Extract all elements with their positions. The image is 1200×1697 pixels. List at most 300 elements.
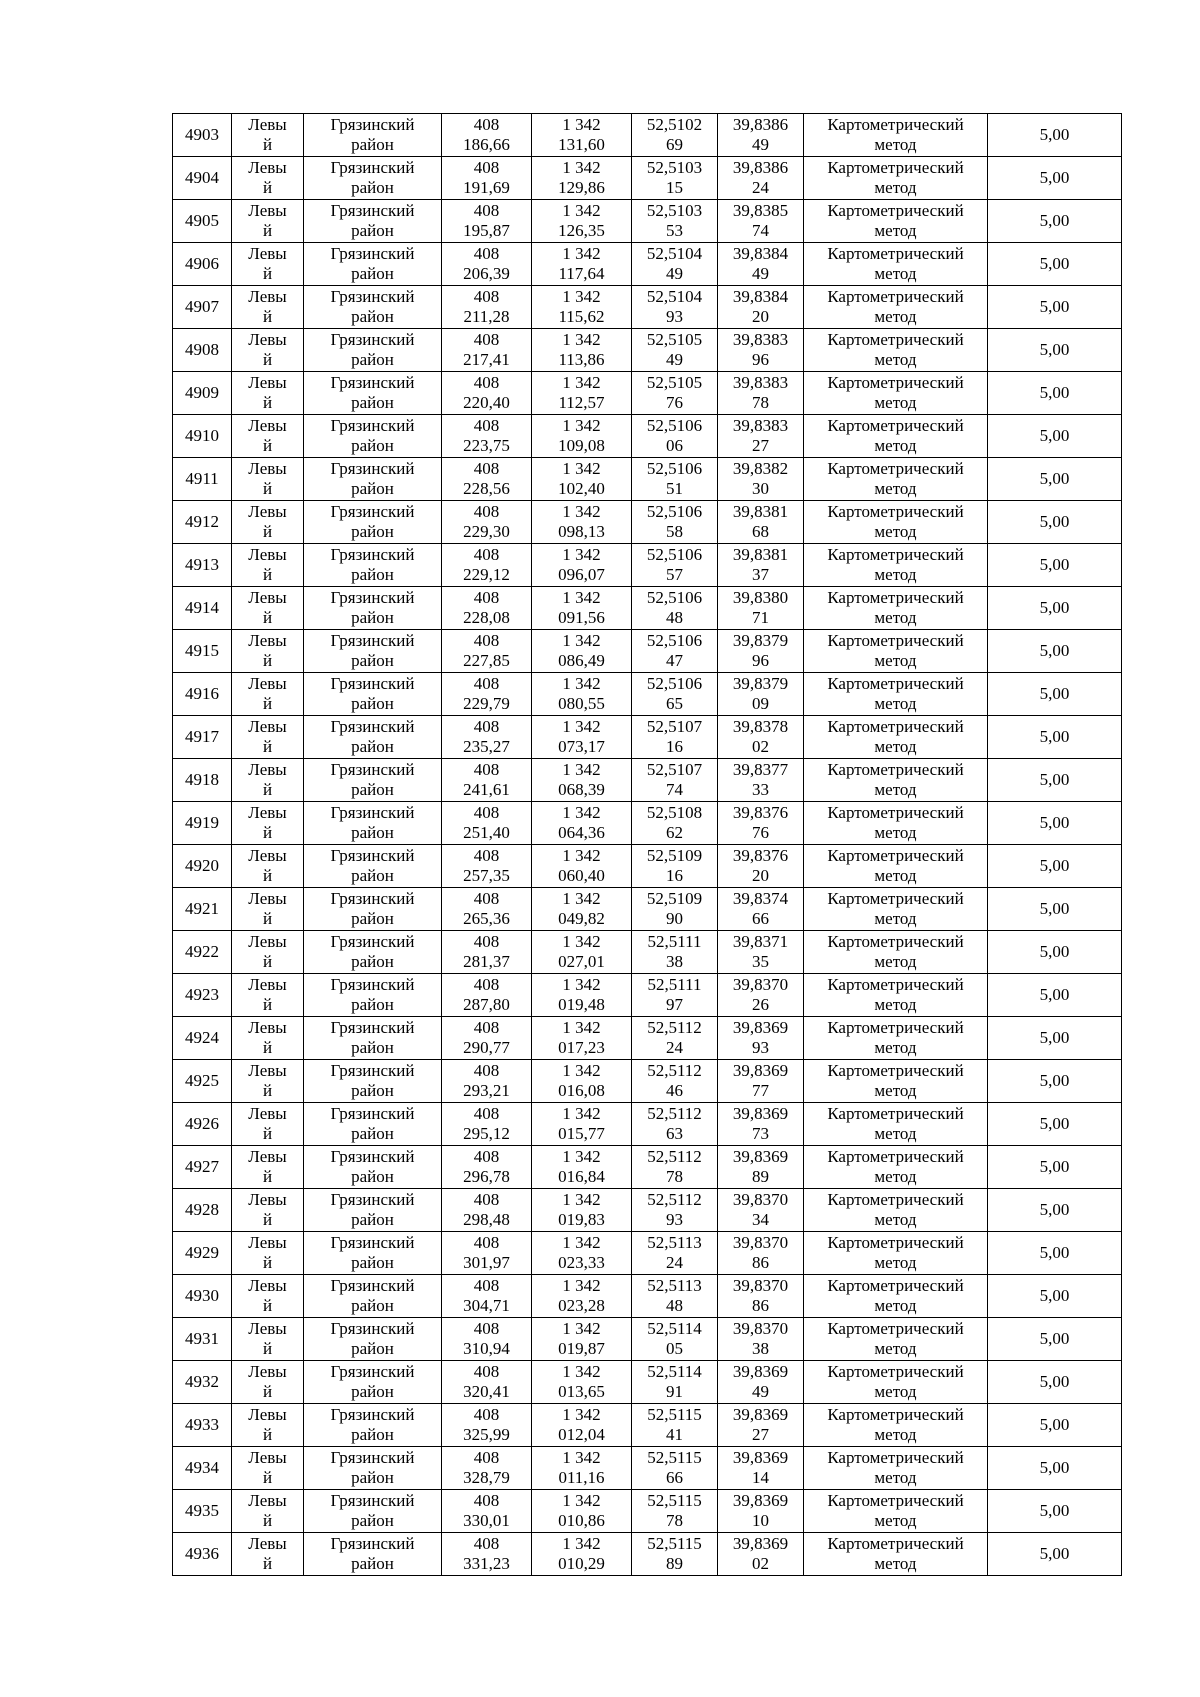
y-coordinate-line: 1 342 [562,201,601,220]
longitude-cell [718,1361,804,1404]
latitude-line: 52,5104 [646,287,703,306]
district-line: Грязинский [330,158,415,177]
district-line: Грязинский [330,201,415,220]
longitude-line: 39,8376 [732,803,789,822]
district-line: Грязинский [330,1491,415,1510]
y-coordinate-line: 126,35 [558,221,605,240]
accuracy-value-cell: 5,00 [988,587,1122,630]
bank-side-line: Левы [248,717,287,736]
x-coordinate-line: 229,79 [463,694,510,713]
bank-side-line: й [262,866,273,885]
bank-side-line: й [262,350,273,369]
latitude-line: 52,5106 [646,674,703,693]
accuracy-value-cell: 5,00 [988,1103,1122,1146]
latitude-line: 52,5111 [647,932,702,951]
y-coordinate-line: 098,13 [558,522,605,541]
bank-side-line: й [262,737,273,756]
bank-side-line: Левы [248,1362,287,1381]
method-line: метод [874,479,917,498]
y-coordinate-line: 010,86 [558,1511,605,1530]
y-coordinate-line: 1 342 [562,932,601,951]
bank-side-cell [232,1318,304,1361]
method-line: Картометрический [827,330,964,349]
district-line: район [351,436,394,455]
bank-side-cell [232,1146,304,1189]
x-coordinate-line: 408 [473,1534,500,1553]
method-cell [804,888,988,931]
bank-side-line: Левы [248,803,287,822]
district-cell [304,1361,442,1404]
method-cell [804,1318,988,1361]
y-coordinate-cell [532,802,632,845]
method-line: Картометрический [827,1061,964,1080]
accuracy-value-cell: 5,00 [988,458,1122,501]
x-coordinate-line: 310,94 [463,1339,510,1358]
x-coordinate-line: 301,97 [463,1253,510,1272]
district-cell [304,372,442,415]
point-number-cell: 4924 [173,1017,232,1060]
longitude-cell [718,1017,804,1060]
longitude-cell [718,716,804,759]
x-coordinate-cell [442,1404,532,1447]
longitude-cell [718,974,804,1017]
longitude-line: 78 [752,393,769,412]
y-coordinate-line: 1 342 [562,889,601,908]
longitude-cell [718,888,804,931]
method-line: метод [874,522,917,541]
longitude-cell [718,931,804,974]
latitude-cell [632,673,718,716]
accuracy-value-cell: 5,00 [988,372,1122,415]
bank-side-cell [232,1361,304,1404]
y-coordinate-line: 1 342 [562,1061,601,1080]
bank-side-line: Левы [248,1491,287,1510]
x-coordinate-line: 295,12 [463,1124,510,1143]
longitude-line: 39,8370 [732,1190,789,1209]
bank-side-line: Левы [248,1405,287,1424]
longitude-line: 09 [752,694,769,713]
method-cell [804,458,988,501]
y-coordinate-cell [532,1232,632,1275]
longitude-cell [718,501,804,544]
district-line: район [351,909,394,928]
y-coordinate-line: 115,62 [558,307,605,326]
y-coordinate-cell [532,286,632,329]
longitude-line: 10 [752,1511,769,1530]
district-line: район [351,1511,394,1530]
table-row [173,501,1122,544]
bank-side-cell [232,1447,304,1490]
latitude-cell [632,501,718,544]
method-line: метод [874,780,917,799]
x-coordinate-cell [442,200,532,243]
x-coordinate-line: 408 [473,846,500,865]
latitude-cell [632,200,718,243]
bank-side-line: Левы [248,1534,287,1553]
x-coordinate-cell [442,1361,532,1404]
method-line: метод [874,178,917,197]
latitude-cell [632,458,718,501]
y-coordinate-line: 023,33 [558,1253,605,1272]
longitude-cell [718,1533,804,1576]
latitude-cell [632,544,718,587]
x-coordinate-line: 408 [473,1061,500,1080]
x-coordinate-line: 408 [473,459,500,478]
district-line: Грязинский [330,1147,415,1166]
district-line: Грязинский [330,1362,415,1381]
bank-side-cell [232,286,304,329]
method-cell [804,587,988,630]
y-coordinate-line: 016,84 [558,1167,605,1186]
longitude-line: 39,8384 [732,287,789,306]
longitude-line: 73 [752,1124,769,1143]
method-cell [804,1017,988,1060]
method-line: метод [874,1124,917,1143]
bank-side-cell [232,114,304,157]
point-number-cell: 4918 [173,759,232,802]
x-coordinate-line: 229,12 [463,565,510,584]
accuracy-value-cell: 5,00 [988,630,1122,673]
longitude-cell [718,1404,804,1447]
bank-side-line: й [262,952,273,971]
accuracy-value-cell: 5,00 [988,845,1122,888]
district-line: район [351,1124,394,1143]
method-line: Картометрический [827,502,964,521]
table-row [173,1189,1122,1232]
point-number-cell: 4935 [173,1490,232,1533]
district-line: район [351,565,394,584]
method-cell [804,630,988,673]
district-cell [304,630,442,673]
x-coordinate-cell [442,931,532,974]
district-line: район [351,1382,394,1401]
accuracy-value-cell: 5,00 [988,114,1122,157]
latitude-line: 52,5115 [647,1491,702,1510]
district-line: Грязинский [330,803,415,822]
bank-side-line: й [262,608,273,627]
point-number-cell: 4914 [173,587,232,630]
latitude-line: 52,5103 [646,201,703,220]
y-coordinate-line: 1 342 [562,1405,601,1424]
x-coordinate-line: 191,69 [463,178,510,197]
latitude-cell [632,243,718,286]
latitude-line: 58 [666,522,683,541]
y-coordinate-cell [532,372,632,415]
bank-side-line: Левы [248,459,287,478]
longitude-line: 39,8379 [732,674,789,693]
x-coordinate-line: 195,87 [463,221,510,240]
bank-side-line: й [262,1081,273,1100]
longitude-line: 39,8369 [732,1534,789,1553]
bank-side-line: Левы [248,975,287,994]
latitude-line: 52,5105 [646,330,703,349]
point-number-cell: 4906 [173,243,232,286]
y-coordinate-line: 019,48 [558,995,605,1014]
y-coordinate-line: 117,64 [558,264,605,283]
longitude-cell [718,673,804,716]
bank-side-cell [232,415,304,458]
longitude-line: 39,8374 [732,889,789,908]
bank-side-cell [232,802,304,845]
district-line: район [351,823,394,842]
x-coordinate-line: 408 [473,932,500,951]
y-coordinate-line: 131,60 [558,135,605,154]
x-coordinate-cell [442,1447,532,1490]
district-line: Грязинский [330,459,415,478]
method-cell [804,1146,988,1189]
longitude-line: 96 [752,350,769,369]
district-cell [304,200,442,243]
latitude-cell [632,630,718,673]
district-cell [304,501,442,544]
y-coordinate-cell [532,501,632,544]
district-cell [304,974,442,1017]
point-number-cell: 4905 [173,200,232,243]
point-number-cell: 4932 [173,1361,232,1404]
longitude-line: 39,8383 [732,330,789,349]
method-cell [804,1232,988,1275]
x-coordinate-line: 408 [473,416,500,435]
latitude-line: 24 [666,1038,683,1057]
latitude-line: 06 [666,436,683,455]
accuracy-value-cell: 5,00 [988,1404,1122,1447]
latitude-cell [632,415,718,458]
bank-side-line: й [262,1554,273,1573]
x-coordinate-line: 408 [473,803,500,822]
x-coordinate-line: 408 [473,330,500,349]
point-number-cell: 4931 [173,1318,232,1361]
y-coordinate-line: 1 342 [562,1104,601,1123]
bank-side-line: Левы [248,373,287,392]
district-line: Грязинский [330,287,415,306]
x-coordinate-line: 235,27 [463,737,510,756]
latitude-line: 52,5115 [647,1448,702,1467]
district-line: Грязинский [330,330,415,349]
bank-side-line: Левы [248,932,287,951]
x-coordinate-line: 408 [473,674,500,693]
x-coordinate-line: 287,80 [463,995,510,1014]
bank-side-cell [232,888,304,931]
accuracy-value-cell: 5,00 [988,1017,1122,1060]
accuracy-value-cell: 5,00 [988,329,1122,372]
x-coordinate-cell [442,544,532,587]
y-coordinate-line: 1 342 [562,373,601,392]
y-coordinate-cell [532,1275,632,1318]
latitude-cell [632,286,718,329]
latitude-line: 52,5103 [646,158,703,177]
y-coordinate-line: 1 342 [562,588,601,607]
longitude-cell [718,415,804,458]
latitude-line: 90 [666,909,683,928]
point-number-cell: 4904 [173,157,232,200]
point-number-cell: 4919 [173,802,232,845]
y-coordinate-line: 112,57 [558,393,605,412]
latitude-line: 16 [666,737,683,756]
latitude-line: 52,5113 [647,1233,702,1252]
latitude-cell [632,1318,718,1361]
latitude-cell [632,974,718,1017]
accuracy-value-cell: 5,00 [988,1146,1122,1189]
y-coordinate-line: 086,49 [558,651,605,670]
latitude-line: 48 [666,1296,683,1315]
district-line: район [351,350,394,369]
district-cell [304,1060,442,1103]
y-coordinate-line: 1 342 [562,1362,601,1381]
point-number-cell: 4907 [173,286,232,329]
bank-side-cell [232,630,304,673]
accuracy-value-cell: 5,00 [988,1533,1122,1576]
latitude-cell [632,1490,718,1533]
latitude-line: 52,5107 [646,717,703,736]
longitude-line: 37 [752,565,769,584]
bank-side-cell [232,759,304,802]
district-cell [304,759,442,802]
district-cell [304,415,442,458]
method-cell [804,1361,988,1404]
x-coordinate-cell [442,845,532,888]
longitude-line: 39,8384 [732,244,789,263]
accuracy-value-cell: 5,00 [988,157,1122,200]
table-row [173,931,1122,974]
district-line: район [351,178,394,197]
district-line: район [351,221,394,240]
latitude-line: 16 [666,866,683,885]
district-line: Грязинский [330,1190,415,1209]
latitude-line: 78 [666,1511,683,1530]
method-cell [804,415,988,458]
bank-side-cell [232,1404,304,1447]
latitude-cell [632,587,718,630]
y-coordinate-cell [532,845,632,888]
latitude-cell [632,845,718,888]
accuracy-value-cell: 5,00 [988,1189,1122,1232]
y-coordinate-line: 102,40 [558,479,605,498]
x-coordinate-line: 241,61 [463,780,510,799]
x-coordinate-cell [442,587,532,630]
method-line: Картометрический [827,889,964,908]
y-coordinate-line: 1 342 [562,1534,601,1553]
method-line: Картометрический [827,1233,964,1252]
bank-side-cell [232,1189,304,1232]
bank-side-line: й [262,823,273,842]
bank-side-line: й [262,1296,273,1315]
latitude-line: 51 [666,479,683,498]
y-coordinate-cell [532,1060,632,1103]
point-number-cell: 4911 [173,458,232,501]
district-cell [304,888,442,931]
latitude-cell [632,157,718,200]
table-row [173,372,1122,415]
district-line: Грязинский [330,1104,415,1123]
district-line: Грязинский [330,373,415,392]
method-line: Картометрический [827,244,964,263]
district-line: район [351,1253,394,1272]
latitude-line: 52,5106 [646,502,703,521]
point-number-cell: 4903 [173,114,232,157]
latitude-cell [632,759,718,802]
x-coordinate-cell [442,1146,532,1189]
district-cell [304,157,442,200]
latitude-line: 52,5114 [647,1362,702,1381]
y-coordinate-cell [532,716,632,759]
x-coordinate-line: 408 [473,1362,500,1381]
x-coordinate-line: 293,21 [463,1081,510,1100]
method-line: Картометрический [827,287,964,306]
latitude-line: 05 [666,1339,683,1358]
bank-side-line: Левы [248,846,287,865]
latitude-line: 52,5112 [647,1147,702,1166]
y-coordinate-cell [532,1017,632,1060]
x-coordinate-cell [442,974,532,1017]
latitude-cell [632,1017,718,1060]
longitude-line: 20 [752,866,769,885]
method-line: метод [874,1038,917,1057]
method-line: Картометрический [827,674,964,693]
x-coordinate-line: 265,36 [463,909,510,928]
y-coordinate-line: 049,82 [558,909,605,928]
district-line: район [351,995,394,1014]
bank-side-line: Левы [248,330,287,349]
x-coordinate-line: 408 [473,373,500,392]
latitude-cell [632,1189,718,1232]
latitude-line: 52,5112 [647,1190,702,1209]
x-coordinate-line: 228,08 [463,608,510,627]
method-cell [804,974,988,1017]
longitude-line: 39,8370 [732,1276,789,1295]
y-coordinate-cell [532,415,632,458]
method-line: метод [874,866,917,885]
x-coordinate-line: 408 [473,760,500,779]
point-number-cell: 4909 [173,372,232,415]
district-line: район [351,307,394,326]
district-line: район [351,608,394,627]
table-row [173,1103,1122,1146]
point-number-cell: 4912 [173,501,232,544]
x-coordinate-cell [442,157,532,200]
x-coordinate-line: 408 [473,1276,500,1295]
y-coordinate-line: 013,65 [558,1382,605,1401]
longitude-line: 39,8371 [732,932,789,951]
latitude-cell [632,1146,718,1189]
district-cell [304,802,442,845]
longitude-line: 49 [752,264,769,283]
y-coordinate-line: 023,28 [558,1296,605,1315]
table-row [173,1361,1122,1404]
latitude-line: 89 [666,1554,683,1573]
longitude-cell [718,329,804,372]
y-coordinate-line: 113,86 [558,350,605,369]
bank-side-line: Левы [248,674,287,693]
district-line: Грязинский [330,631,415,650]
x-coordinate-cell [442,458,532,501]
bank-side-cell [232,243,304,286]
x-coordinate-line: 408 [473,1233,500,1252]
bank-side-line: Левы [248,287,287,306]
bank-side-line: Левы [248,889,287,908]
y-coordinate-cell [532,1447,632,1490]
bank-side-cell [232,329,304,372]
x-coordinate-cell [442,1232,532,1275]
method-line: метод [874,1554,917,1573]
method-cell [804,1447,988,1490]
bank-side-cell [232,974,304,1017]
bank-side-cell [232,1490,304,1533]
table-row [173,544,1122,587]
table-row [173,1447,1122,1490]
district-line: район [351,780,394,799]
x-coordinate-cell [442,372,532,415]
longitude-cell [718,157,804,200]
